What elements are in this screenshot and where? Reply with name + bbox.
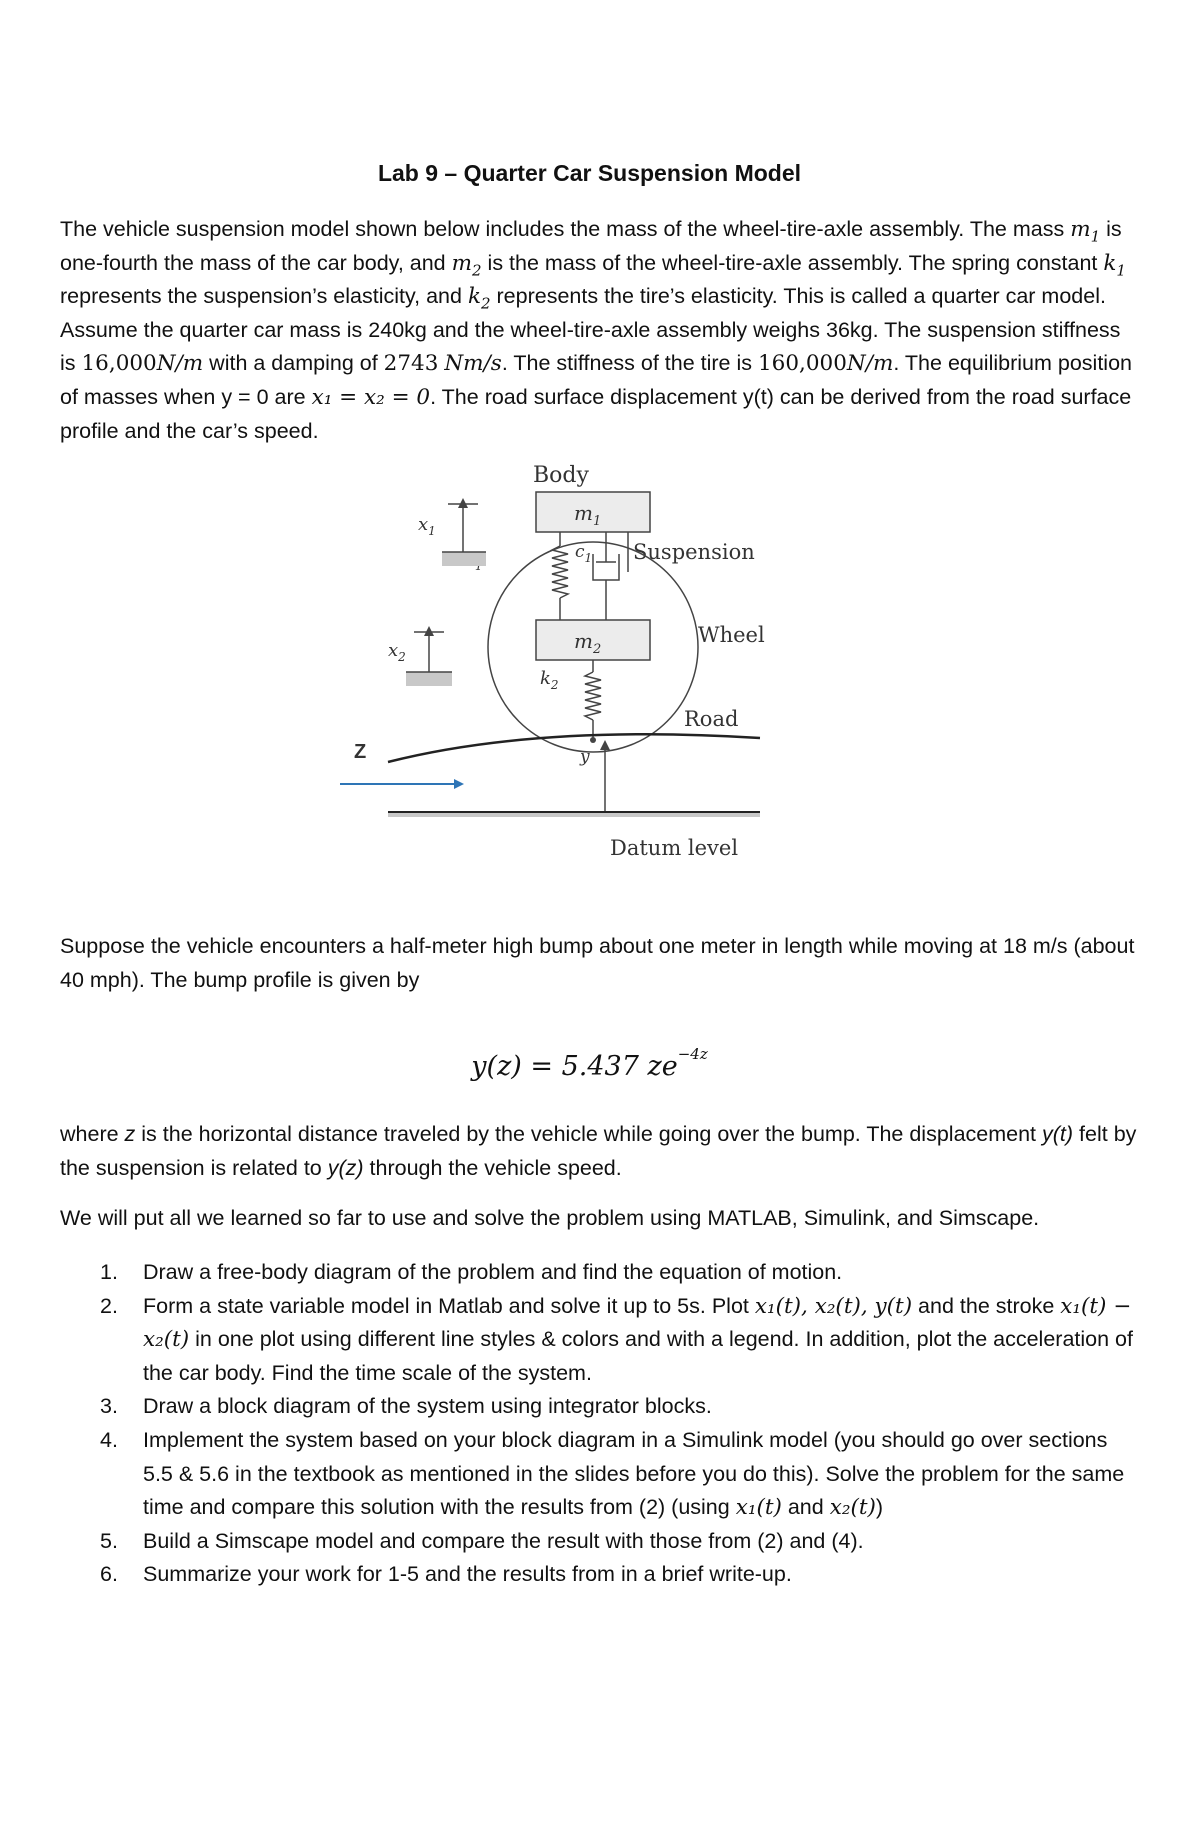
task-text: Implement the system based on your block diagram in a Simulink model (you should go over sections 5.5 & 5.6 in the textbook as mentioned in the slides before you do this). Solve the problem for the same time and compare this solution with the results from (2) (using [143,1427,1125,1520]
intro-text: with a damping of [203,351,384,376]
task-item-2 [100,1290,1140,1391]
task-number: 3. [100,1394,118,1419]
task-text: Summarize your work for 1-5 and the results from in a brief write-up. [143,1562,792,1587]
quarter-car-diagram [354,462,788,907]
task-number: 5. [100,1528,118,1553]
task-text: Build a Simscape model and compare the result with those from (2) and (4). [143,1528,864,1553]
task-text: and [781,1495,830,1520]
task-item-1 [100,1256,1140,1290]
x2-diagram-label: $x_2$ [388,640,406,664]
where-paragraph [60,1118,1140,1185]
body-label: Body [533,463,589,488]
x2-reference [406,626,452,686]
where-text: where [60,1122,125,1146]
intro-text: represents the suspension’s elasticity, and [60,284,468,309]
equilibrium-condition: x₁ = x₂ = 0 [311,384,431,410]
bump-paragraph: Suppose the vehicle encounters a half-meter high bump about one meter in length while moving at 18 m/s (about 40 mph). The bump profile is given by [60,934,1135,992]
mass-m1-label: $m_1$ [574,501,602,529]
task-math: x₁(t) [735,1495,782,1521]
where-text: felt by the suspension is related to [60,1122,1137,1180]
suspension-stiffness-unit: N/m [156,351,204,377]
yt-variable: y(t) [1042,1122,1074,1146]
task-list [100,1256,1140,1592]
task-text: Draw a block diagram of the system using integrator blocks. [143,1394,712,1419]
m1-symbol: $m_1$ [1070,217,1101,246]
intro-text: . The equilibrium position of masses when y = 0 are [60,351,1132,409]
task-number: 1. [100,1260,118,1284]
intro-text: represents the tire’s elasticity. This is called a quarter car model. Assume the quarter car mass is 240kg and the wheel-tire-axle assembly weighs 36kg. The suspension stiffness is [60,284,1121,376]
mass-m2-label: $m_2$ [574,629,602,657]
where-text: through the vehicle speed. [363,1155,622,1180]
task-item-3 [100,1390,1140,1424]
spring-k2 [585,660,601,740]
task-number: 6. [100,1562,118,1587]
task-number: 2. [100,1293,118,1318]
intro-paragraph [60,213,1140,448]
task-text: Form a state variable model in Matlab and solve it up to 5s. Plot [143,1293,755,1318]
equation-exponent: −4z [677,1045,708,1063]
road-surface [388,734,760,762]
task-math: x₁(t), x₂(t), y(t) [754,1293,913,1319]
wheel-label: Wheel [698,623,765,647]
z-direction-arrow [340,779,464,789]
task-math: x₂(t) [829,1495,876,1521]
where-text: is the horizontal distance traveled by the vehicle while going over the bump. The displacement [135,1122,1043,1146]
y-displacement-arrow [590,737,610,812]
suspension-label: Suspension [633,540,755,564]
k2-symbol: $k_2$ [467,284,491,313]
task-text: and the stroke [912,1293,1061,1318]
datum-level-label: Datum level [610,836,739,860]
task-text: ) [875,1495,884,1520]
task-item-4 [100,1424,1140,1525]
k2-diagram-label: $k_2$ [540,668,559,692]
task-text: Draw a free-body diagram of the problem and find the equation of motion. [143,1260,843,1284]
intro-text: is one-fourth the mass of the car body, and [60,217,1122,275]
suspension-stiffness-value: 16,000 [81,351,157,377]
yz-variable: y(z) [327,1155,364,1180]
tire-stiffness-value: 160,000 [757,351,847,377]
damper-c1 [593,532,619,620]
task-item-5 [100,1525,1140,1559]
task-math: x₁(t) − x₂(t) [143,1293,1132,1353]
x1-diagram-label: $x_1$ [418,514,436,538]
z-label: Z [354,741,367,763]
tire-stiffness-unit: N/m [846,351,894,377]
y-diagram-label: y [580,747,590,767]
task-item-6 [100,1558,1140,1592]
x1-reference [442,498,486,566]
intro-text: . The stiffness of the tire is [501,351,758,376]
bump-profile-equation [0,1045,1179,1082]
road-label: Road [684,707,739,731]
z-variable: z [124,1122,136,1146]
damping-unit: Nm/s [444,351,502,377]
m2-symbol: $m_2$ [451,250,482,279]
intro-text: The vehicle suspension model shown below includes the mass of the wheel-tire-axle assembly. The mass [60,217,1071,241]
k1-symbol: $k_1$ [1103,250,1126,279]
damping-value: 2743 [383,351,439,377]
page-title: Lab 9 – Quarter Car Suspension Model [377,160,802,186]
intro-text: is the mass of the wheel-tire-axle assembly. The spring constant [481,250,1104,275]
equation-lhs: y(z) = 5.437 ze [471,1051,678,1082]
task-number: 4. [100,1427,118,1452]
intro-text: . The road surface displacement y(t) can be derived from the road surface profile and the car’s speed. [60,384,1132,443]
tools-paragraph: We will put all we learned so far to use and solve the problem using MATLAB, Simulink, and Simscape. [60,1206,1040,1230]
task-text: in one plot using different line styles & colors and with a legend. In addition, plot the acceleration of the car body. Find the time scale of the system. [143,1327,1133,1385]
c1-diagram-label: $c_1$ [575,542,593,565]
